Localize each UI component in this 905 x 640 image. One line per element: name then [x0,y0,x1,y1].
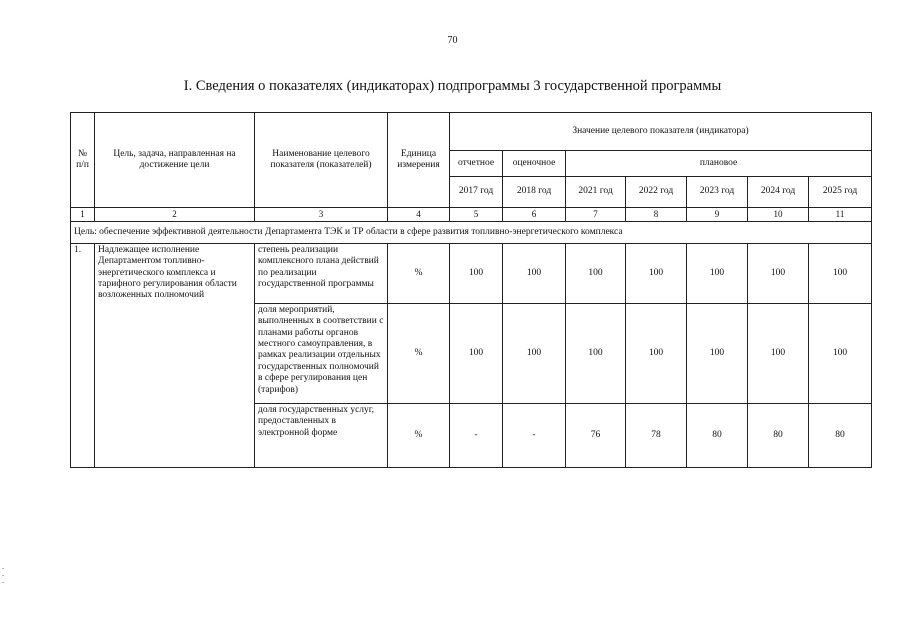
column-number: 10 [748,208,809,222]
header-value-group: Значение целевого показателя (индикатора) [450,113,872,151]
value-cell: - [503,403,566,467]
value-cell: 100 [450,303,503,403]
header-year: 2017 год [450,177,503,208]
header-year: 2022 год [626,177,687,208]
task-text: Надлежащее исполнение Департаментом топливно-энергетического комплекса и тарифного регулирования области возложенных полномочий [95,243,255,467]
task-number: 1. [71,243,95,467]
indicator-name: доля мероприятий, выполненных в соответствии с планами работы органов местного самоуправления, в рамках реализации отдельных государственных полномочий в сфере регулирования цен (тарифов) [255,303,388,403]
header-year: 2021 год [566,177,626,208]
column-number: 4 [388,208,450,222]
header-estimated: оценочное [503,151,566,177]
value-cell: 100 [503,243,566,303]
indicator-name: степень реализации комплексного плана действий по реализации государственной программы [255,243,388,303]
value-cell: 80 [809,403,872,467]
scan-margin-marks: - - - [2,564,5,586]
column-number: 8 [626,208,687,222]
unit-cell: % [388,303,450,403]
value-cell: 100 [626,243,687,303]
header-num: № п/п [71,113,95,208]
header-unit: Единица измерения [388,113,450,208]
value-cell: 100 [687,303,748,403]
header-goal: Цель, задача, направленная на достижение цели [95,113,255,208]
value-cell: 100 [687,243,748,303]
unit-cell: % [388,243,450,303]
value-cell: 100 [748,243,809,303]
header-year: 2025 год [809,177,872,208]
page-number: 70 [447,35,458,46]
column-number: 3 [255,208,388,222]
value-cell: 100 [626,303,687,403]
indicator-name: доля государственных услуг, предоставленных в электронной форме [255,403,388,467]
column-number: 9 [687,208,748,222]
value-cell: 100 [566,303,626,403]
value-cell: 78 [626,403,687,467]
column-number: 1 [71,208,95,222]
header-year: 2018 год [503,177,566,208]
indicators-table [70,112,872,468]
table-row [71,243,872,303]
value-cell: 100 [450,243,503,303]
header-year: 2024 год [748,177,809,208]
column-numbers-row [71,208,872,222]
value-cell: 80 [748,403,809,467]
value-cell: 100 [809,303,872,403]
value-cell: - [450,403,503,467]
column-number: 5 [450,208,503,222]
header-indicator: Наименование целевого показателя (показателей) [255,113,388,208]
page-title: I. Сведения о показателях (индикаторах) подпрограммы 3 государственной программы [183,78,722,94]
column-number: 2 [95,208,255,222]
value-cell: 76 [566,403,626,467]
goal-row: Цель: обеспечение эффективной деятельности Департамента ТЭК и ТР области в сфере развития топливно-энергетического комплекса [71,221,872,243]
unit-cell: % [388,403,450,467]
column-number: 6 [503,208,566,222]
value-cell: 100 [566,243,626,303]
value-cell: 80 [687,403,748,467]
column-number: 11 [809,208,872,222]
value-cell: 100 [748,303,809,403]
value-cell: 100 [503,303,566,403]
header-year: 2023 год [687,177,748,208]
header-planned: плановое [566,151,872,177]
column-number: 7 [566,208,626,222]
header-reported: отчетное [450,151,503,177]
value-cell: 100 [809,243,872,303]
